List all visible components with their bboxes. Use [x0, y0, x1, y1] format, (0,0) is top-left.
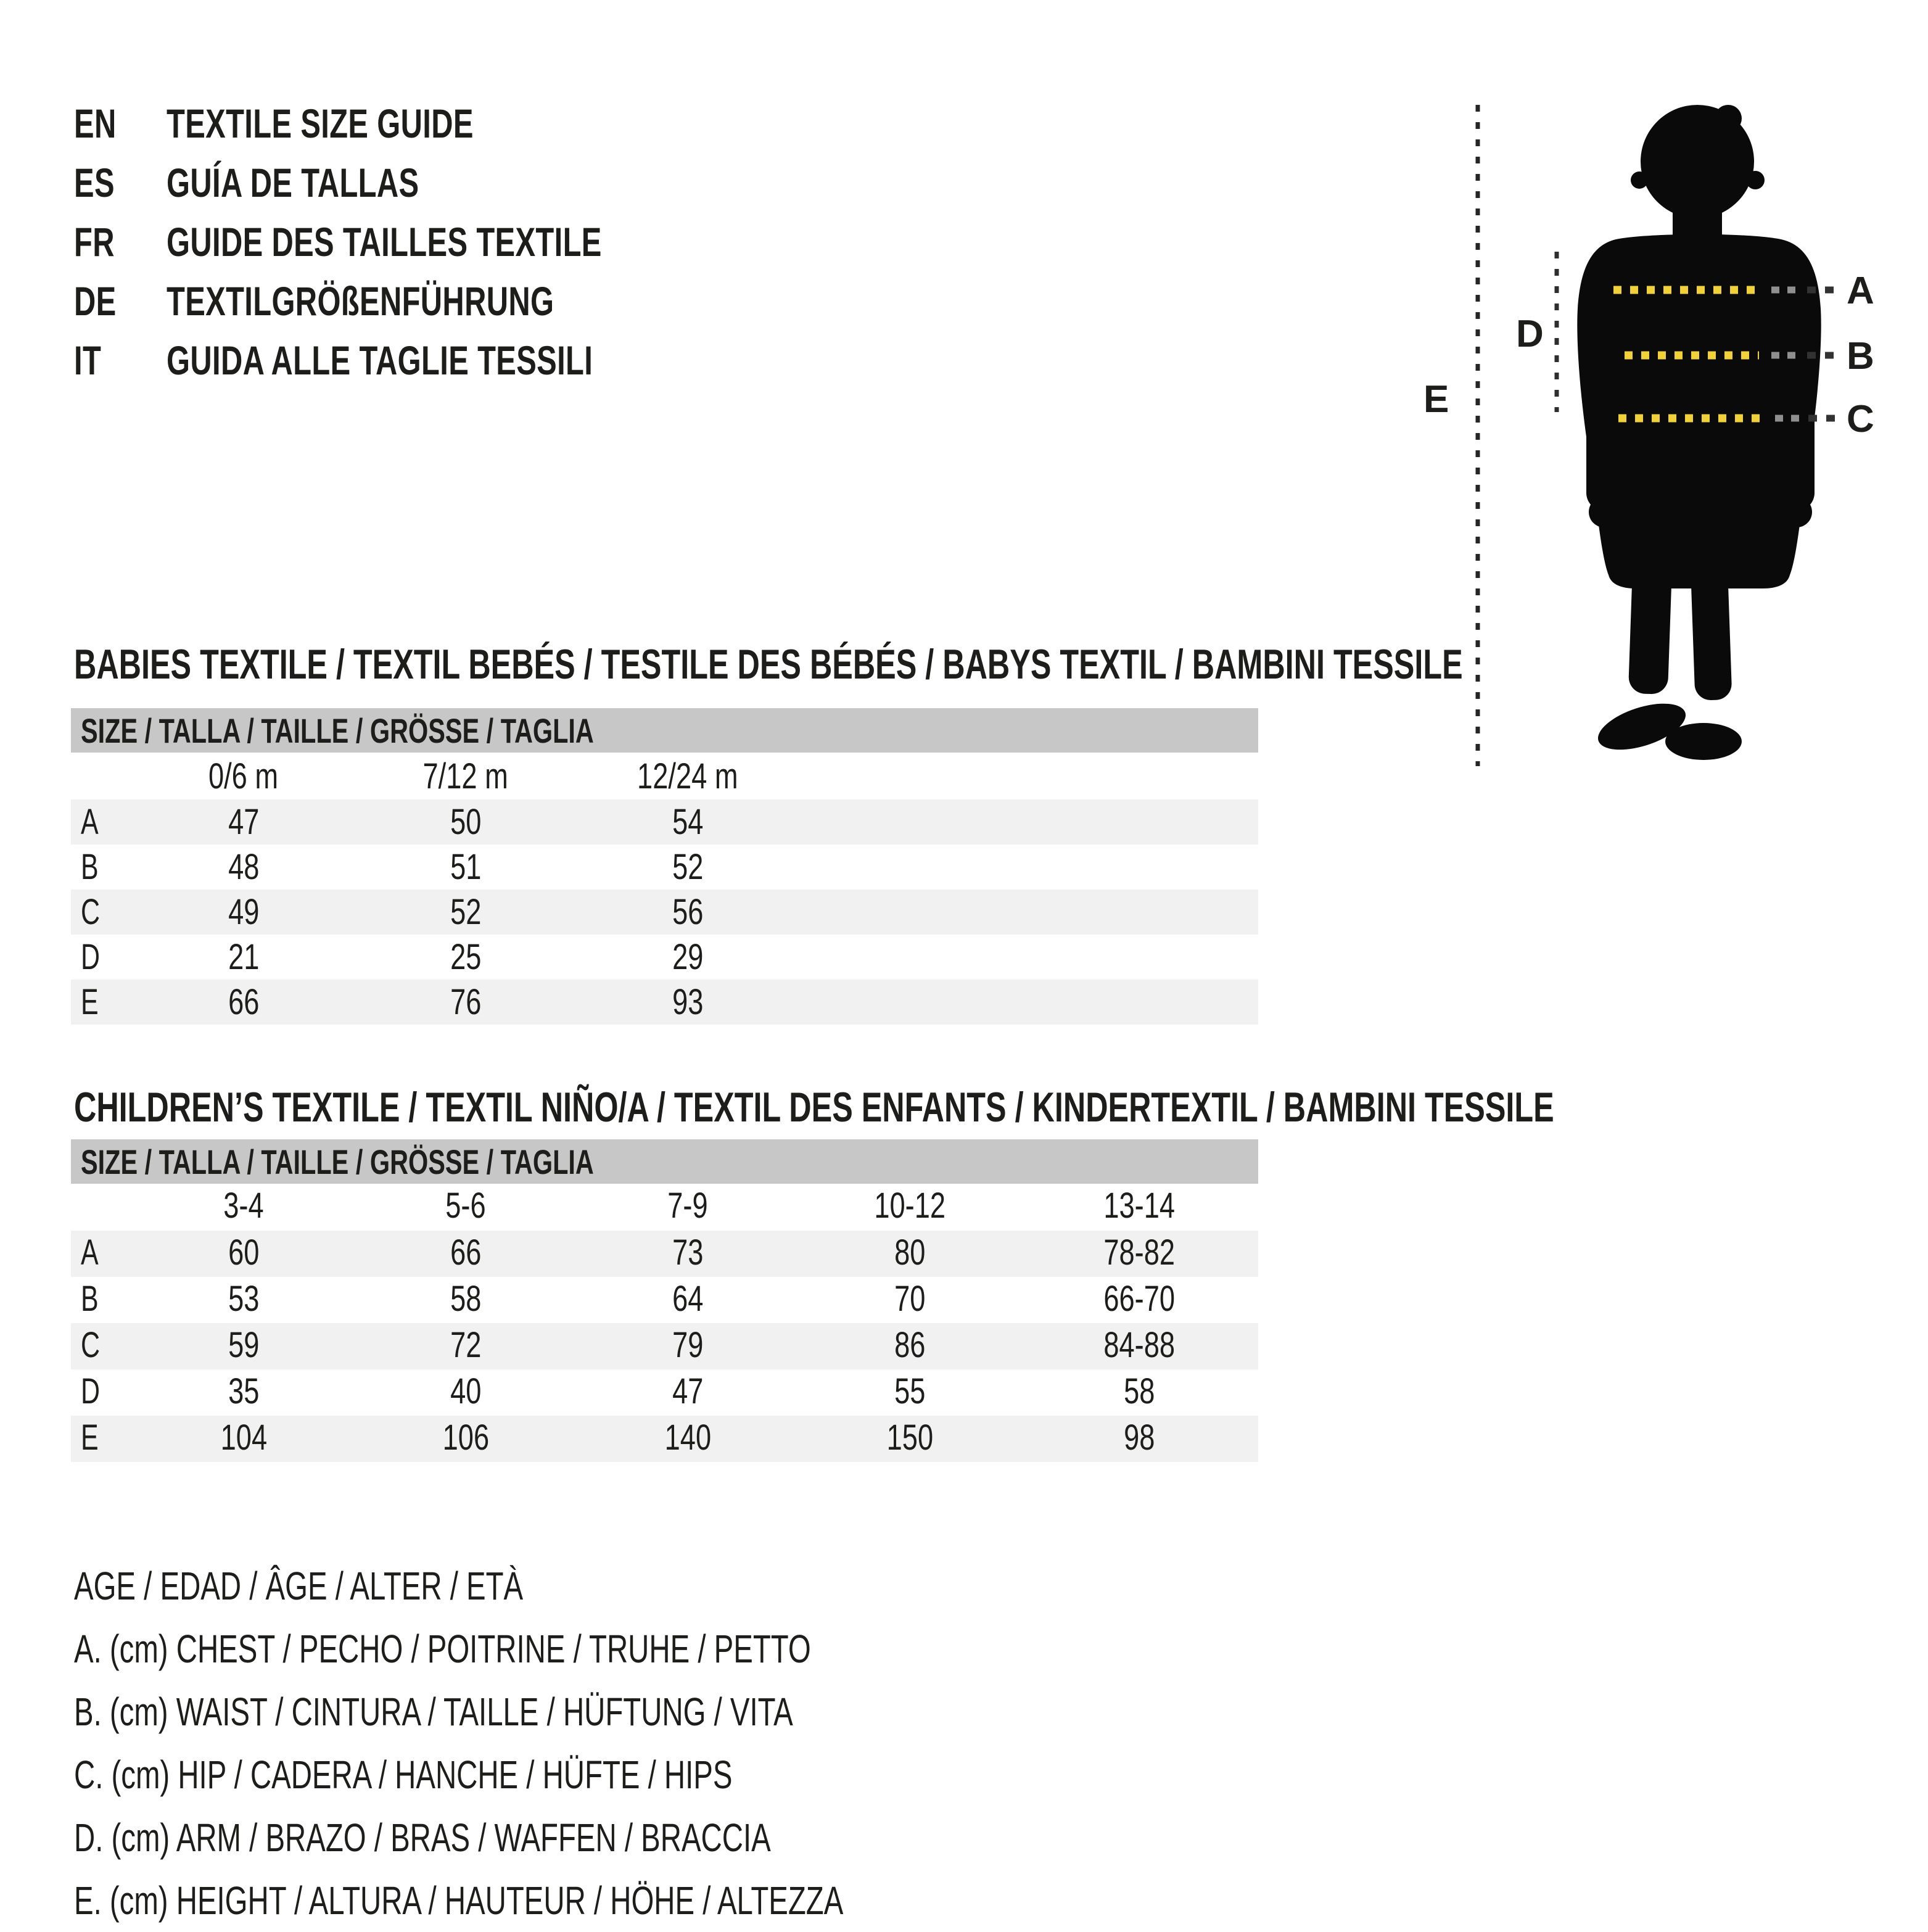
- hand-left: [1589, 497, 1620, 527]
- language-row-it: [74, 331, 755, 390]
- babies-heading-text: BABIES TEXTILE / TEXTIL BEBÉS / TESTILE DES BÉBÉS / BABYS TEXTIL / BAMBINI TESSILE: [74, 641, 1463, 688]
- language-title-de: TEXTILGRÖßENFÜHRUNG: [167, 278, 554, 324]
- language-title-it: GUIDA ALLE TAGLIE TESSILI: [167, 337, 593, 383]
- cell-value: 84-88: [1103, 1325, 1176, 1365]
- legend-line-height: E. (cm) HEIGHT / ALTURA / HAUTEUR / HÖHE / ALTEZZA: [74, 1878, 844, 1923]
- measure-label-b: B: [1847, 335, 1874, 378]
- cell-value: 73: [672, 1232, 704, 1273]
- cell-value: 29: [672, 937, 704, 977]
- cell-value: 64: [672, 1279, 704, 1319]
- cell-value: 21: [228, 937, 260, 977]
- language-title-es: GUÍA DE TALLAS: [167, 160, 419, 205]
- children-table-row-b: [71, 1277, 1258, 1323]
- cell-value: 47: [672, 1371, 704, 1411]
- ear-left: [1631, 171, 1648, 189]
- language-title-fr: GUIDE DES TAILLES TEXTILE: [167, 219, 602, 265]
- children-size-table: [71, 1139, 1258, 1462]
- language-title-block: [74, 94, 755, 390]
- cell-value: 78-82: [1103, 1232, 1176, 1273]
- row-label: B: [81, 1279, 99, 1319]
- babies-table-row-e: [71, 980, 1258, 1025]
- measure-label-d: D: [1516, 313, 1544, 355]
- children-heading-text: CHILDREN’S TEXTILE / TEXTIL NIÑO/A / TEXTIL DES ENFANTS / KINDERTEXTIL / BAMBINI TESSILE: [74, 1084, 1554, 1131]
- row-label: C: [81, 892, 100, 932]
- babies-table-row-b: [71, 844, 1258, 890]
- cell-value: 58: [450, 1279, 482, 1319]
- babies-column-header-row: [71, 753, 1258, 799]
- cell-value: 51: [450, 847, 482, 887]
- babies-table-row-c: [71, 890, 1258, 935]
- cell-value: 150: [886, 1418, 933, 1458]
- babies-column-header: 0/6 m: [208, 756, 279, 796]
- cell-value: 72: [450, 1325, 482, 1365]
- children-table-row-d: [71, 1369, 1258, 1416]
- language-code-de: DE: [74, 278, 117, 324]
- children-column-header: 5-6: [445, 1186, 486, 1226]
- language-title-en: TEXTILE SIZE GUIDE: [167, 101, 474, 146]
- children-table-row-c: [71, 1323, 1258, 1369]
- babies-table-row-d: [71, 935, 1258, 980]
- legend-line-age: AGE / EDAD / ÂGE / ALTER / ETÀ: [74, 1564, 524, 1608]
- children-table-row-a: [71, 1231, 1258, 1277]
- children-table-row-e: [71, 1416, 1258, 1462]
- children-column-header: 10-12: [874, 1186, 945, 1226]
- babies-size-header-bar: [71, 708, 1258, 753]
- language-row-en: [74, 94, 755, 153]
- cell-value: 60: [228, 1232, 260, 1273]
- language-row-de: [74, 271, 755, 331]
- row-label: B: [81, 847, 99, 887]
- babies-section-heading: [74, 640, 1928, 688]
- cell-value: 50: [450, 802, 482, 842]
- cell-value: 76: [450, 982, 482, 1022]
- cell-value: 66: [228, 982, 260, 1022]
- cell-value: 52: [672, 847, 704, 887]
- cell-value: 140: [664, 1418, 711, 1458]
- shoe-right: [1665, 723, 1742, 760]
- language-code-es: ES: [74, 160, 115, 205]
- measure-label-c: C: [1847, 398, 1874, 440]
- row-label: C: [81, 1325, 100, 1365]
- cell-value: 98: [1124, 1418, 1155, 1458]
- cell-value: 54: [672, 802, 704, 842]
- cell-value: 58: [1124, 1371, 1155, 1411]
- children-column-header: 7-9: [667, 1186, 708, 1226]
- row-label: A: [81, 802, 99, 842]
- cell-value: 55: [894, 1371, 926, 1411]
- babies-size-table: [71, 708, 1258, 1025]
- row-label: D: [81, 1371, 100, 1411]
- cell-value: 40: [450, 1371, 482, 1411]
- row-label: A: [81, 1232, 99, 1273]
- hair-tuft: [1715, 105, 1742, 132]
- measurement-legend: [74, 1554, 1114, 1932]
- cell-value: 66: [450, 1232, 482, 1273]
- cell-value: 52: [450, 892, 482, 932]
- hand-right: [1781, 497, 1812, 527]
- cell-value: 86: [894, 1325, 926, 1365]
- legend-line-chest: A. (cm) CHEST / PECHO / POITRINE / TRUHE / PETTO: [74, 1627, 811, 1671]
- row-label: D: [81, 937, 100, 977]
- arm-left: [1586, 376, 1622, 511]
- cell-value: 56: [672, 892, 704, 932]
- arm-right: [1779, 376, 1815, 511]
- measure-label-e: E: [1423, 378, 1449, 421]
- cell-value: 49: [228, 892, 260, 932]
- babies-column-header: 12/24 m: [637, 756, 738, 796]
- cell-value: 53: [228, 1279, 260, 1319]
- babies-table-row-a: [71, 799, 1258, 844]
- cell-value: 104: [220, 1418, 267, 1458]
- legend-line-arm: D. (cm) ARM / BRAZO / BRAS / WAFFEN / BRACCIA: [74, 1815, 771, 1860]
- language-code-it: IT: [74, 337, 102, 383]
- cell-value: 48: [228, 847, 260, 887]
- legend-line-hip: C. (cm) HIP / CADERA / HANCHE / HÜFTE / HIPS: [74, 1752, 733, 1797]
- language-row-fr: [74, 212, 755, 271]
- children-column-header-row: [71, 1184, 1258, 1231]
- legend-line-waist: B. (cm) WAIST / CINTURA / TAILLE / HÜFTUNG / VITA: [74, 1690, 793, 1734]
- language-code-en: EN: [74, 101, 117, 146]
- children-column-header: 3-4: [223, 1186, 264, 1226]
- cell-value: 80: [894, 1232, 926, 1273]
- children-section-heading: [74, 1083, 1928, 1131]
- babies-size-header-text: SIZE / TALLA / TAILLE / GRÖSSE / TAGLIA: [81, 711, 594, 750]
- children-column-header: 13-14: [1103, 1186, 1176, 1226]
- row-label: E: [81, 1418, 99, 1458]
- ear-right: [1746, 171, 1765, 189]
- cell-value: 35: [228, 1371, 260, 1411]
- children-size-header-text: SIZE / TALLA / TAILLE / GRÖSSE / TAGLIA: [81, 1142, 594, 1181]
- cell-value: 70: [894, 1279, 926, 1319]
- cell-value: 93: [672, 982, 704, 1022]
- measure-label-a: A: [1847, 270, 1874, 312]
- cell-value: 106: [442, 1418, 489, 1458]
- cell-value: 66-70: [1103, 1279, 1176, 1319]
- language-code-fr: FR: [74, 219, 115, 265]
- cell-value: 47: [228, 802, 260, 842]
- cell-value: 79: [672, 1325, 704, 1365]
- row-label: E: [81, 982, 99, 1022]
- babies-column-header: 7/12 m: [422, 756, 509, 796]
- children-size-header-bar: [71, 1139, 1258, 1184]
- cell-value: 59: [228, 1325, 260, 1365]
- cell-value: 25: [450, 937, 482, 977]
- language-row-es: [74, 153, 755, 212]
